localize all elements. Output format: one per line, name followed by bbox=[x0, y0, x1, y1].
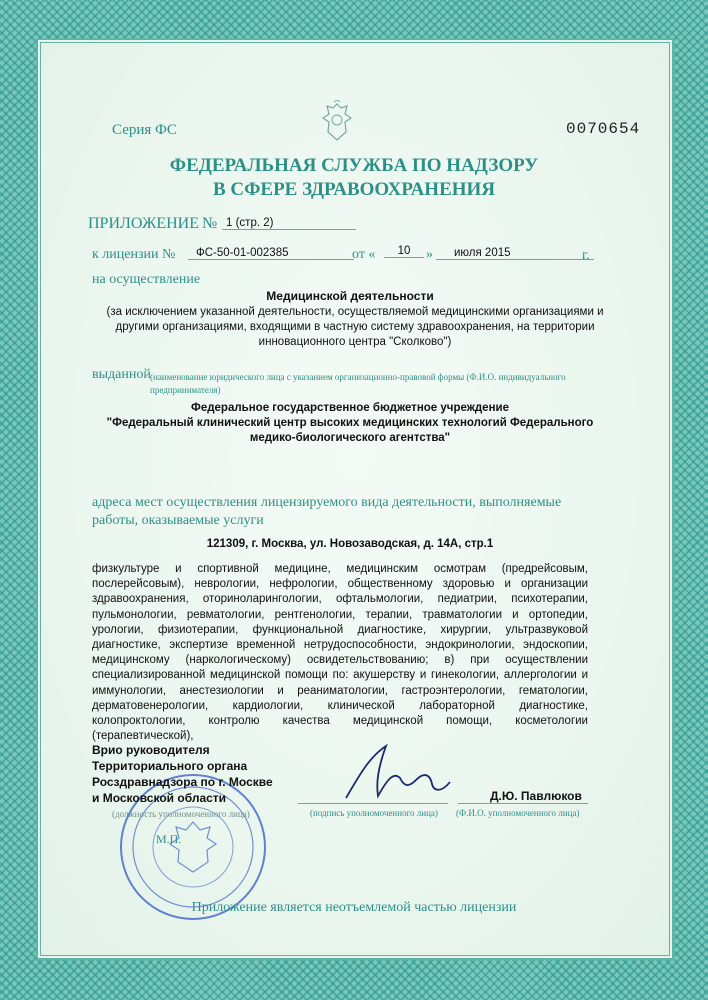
activity-title: Медицинской деятельности bbox=[266, 289, 434, 303]
mp-label: М.П. bbox=[156, 832, 182, 846]
issued-hint: (наименование юридического лица с указанием организационно-правовой формы (Ф.И.О. индивидуального предпринимателя) bbox=[150, 372, 566, 395]
appendix-number-sign: № bbox=[202, 215, 218, 232]
activity-description: (за исключением указанной деятельности, осуществляемой медицинскими организациями и другими организациями, входящими в частную систему здравоохранения, на территории инновационного центра "Сколково") bbox=[106, 306, 604, 348]
appendix-label: ПРИЛОЖЕНИЕ bbox=[88, 215, 200, 232]
organization-line2: "Федеральный клинический центр высоких медицинских технологий Федерального bbox=[106, 417, 594, 429]
page-title-line1: ФЕДЕРАЛЬНАЯ СЛУЖБА ПО НАДЗОРУ bbox=[169, 155, 539, 176]
signer-position-line2: Территориального органа bbox=[92, 759, 248, 773]
coat-of-arms-icon bbox=[318, 100, 356, 144]
license-year-suffix: г. bbox=[582, 248, 590, 263]
series-label: Серия ФС bbox=[112, 122, 177, 138]
license-close-quote: » bbox=[426, 247, 433, 262]
address: 121309, г. Москва, ул. Новозаводская, д. 14А, стр.1 bbox=[206, 538, 494, 550]
page-title-line2: В СФЕРЕ ЗДРАВООХРАНЕНИЯ bbox=[212, 179, 496, 200]
organization-line3: медико-биологического агентства" bbox=[249, 432, 451, 444]
signer-position-line4: и Московской области bbox=[92, 791, 227, 805]
signer-position-line1: Врио руководителя bbox=[92, 743, 210, 757]
license-month-year: июля 2015 bbox=[436, 247, 594, 260]
license-from-label: от « bbox=[352, 247, 376, 262]
license-day: 10 bbox=[384, 245, 424, 258]
footer-note: Приложение является неотъемлемой частью лицензии bbox=[191, 900, 517, 915]
organization-line1: Федеральное государственное бюджетное учреждение bbox=[191, 402, 509, 414]
services-text: физкультуре и спортивной медицине, медицинским осмотрам (предрейсовым, послерейсовым), неврологии, нефрологии, общественному здоровью и организации здравоохранения, оториноларингологии, офтальмологии, педиатрии, психотерапии, пульмонологии, ревматологии, рентгенологии, терапии, травматологии и ортопедии, урологии, физиотерапии, функциональной диагностике, хирургии, ультразвуковой диагностике, экспертизе временной нетрудоспособности, эндокринологии, эндоскопии, медицинскому (наркологическому) освидетельствованию; в) при осуществлении специализированной медицинской помощи по: акушерству и гинекологии, аллергологии и иммунологии, анестезиологии и реаниматологии, гастроэнтерологии, гематологии, дерматовенерологии, кардиологии, клинической лабораторной диагностике, колопроктологии, контролю качества медицинской помощи, косметологии (терапевтической), bbox=[92, 563, 588, 743]
handwritten-signature-icon bbox=[338, 738, 468, 808]
name-line bbox=[458, 803, 588, 804]
addresses-label: адреса мест осуществления лицензируемого вида деятельности, выполняемые работы, оказываемые услуги bbox=[92, 495, 562, 528]
license-number: ФС-50-01-002385 bbox=[188, 247, 354, 260]
issued-label: выданной bbox=[92, 367, 151, 382]
activity-label: на осуществление bbox=[92, 272, 201, 287]
name-hint: (Ф.И.О. уполномоченного лица) bbox=[456, 808, 580, 818]
appendix-number-value: 1 (стр. 2) bbox=[222, 217, 356, 230]
signature-hint: (подпись уполномоченного лица) bbox=[310, 808, 438, 818]
serial-number: 0070654 bbox=[566, 120, 641, 138]
license-label: к лицензии № bbox=[92, 247, 176, 262]
position-hint: (должность уполномоченного лица) bbox=[112, 809, 250, 819]
signer-name: Д.Ю. Павлюков bbox=[490, 789, 582, 803]
signer-position-line3: Росздравнадзора по г. Москве bbox=[92, 775, 273, 789]
